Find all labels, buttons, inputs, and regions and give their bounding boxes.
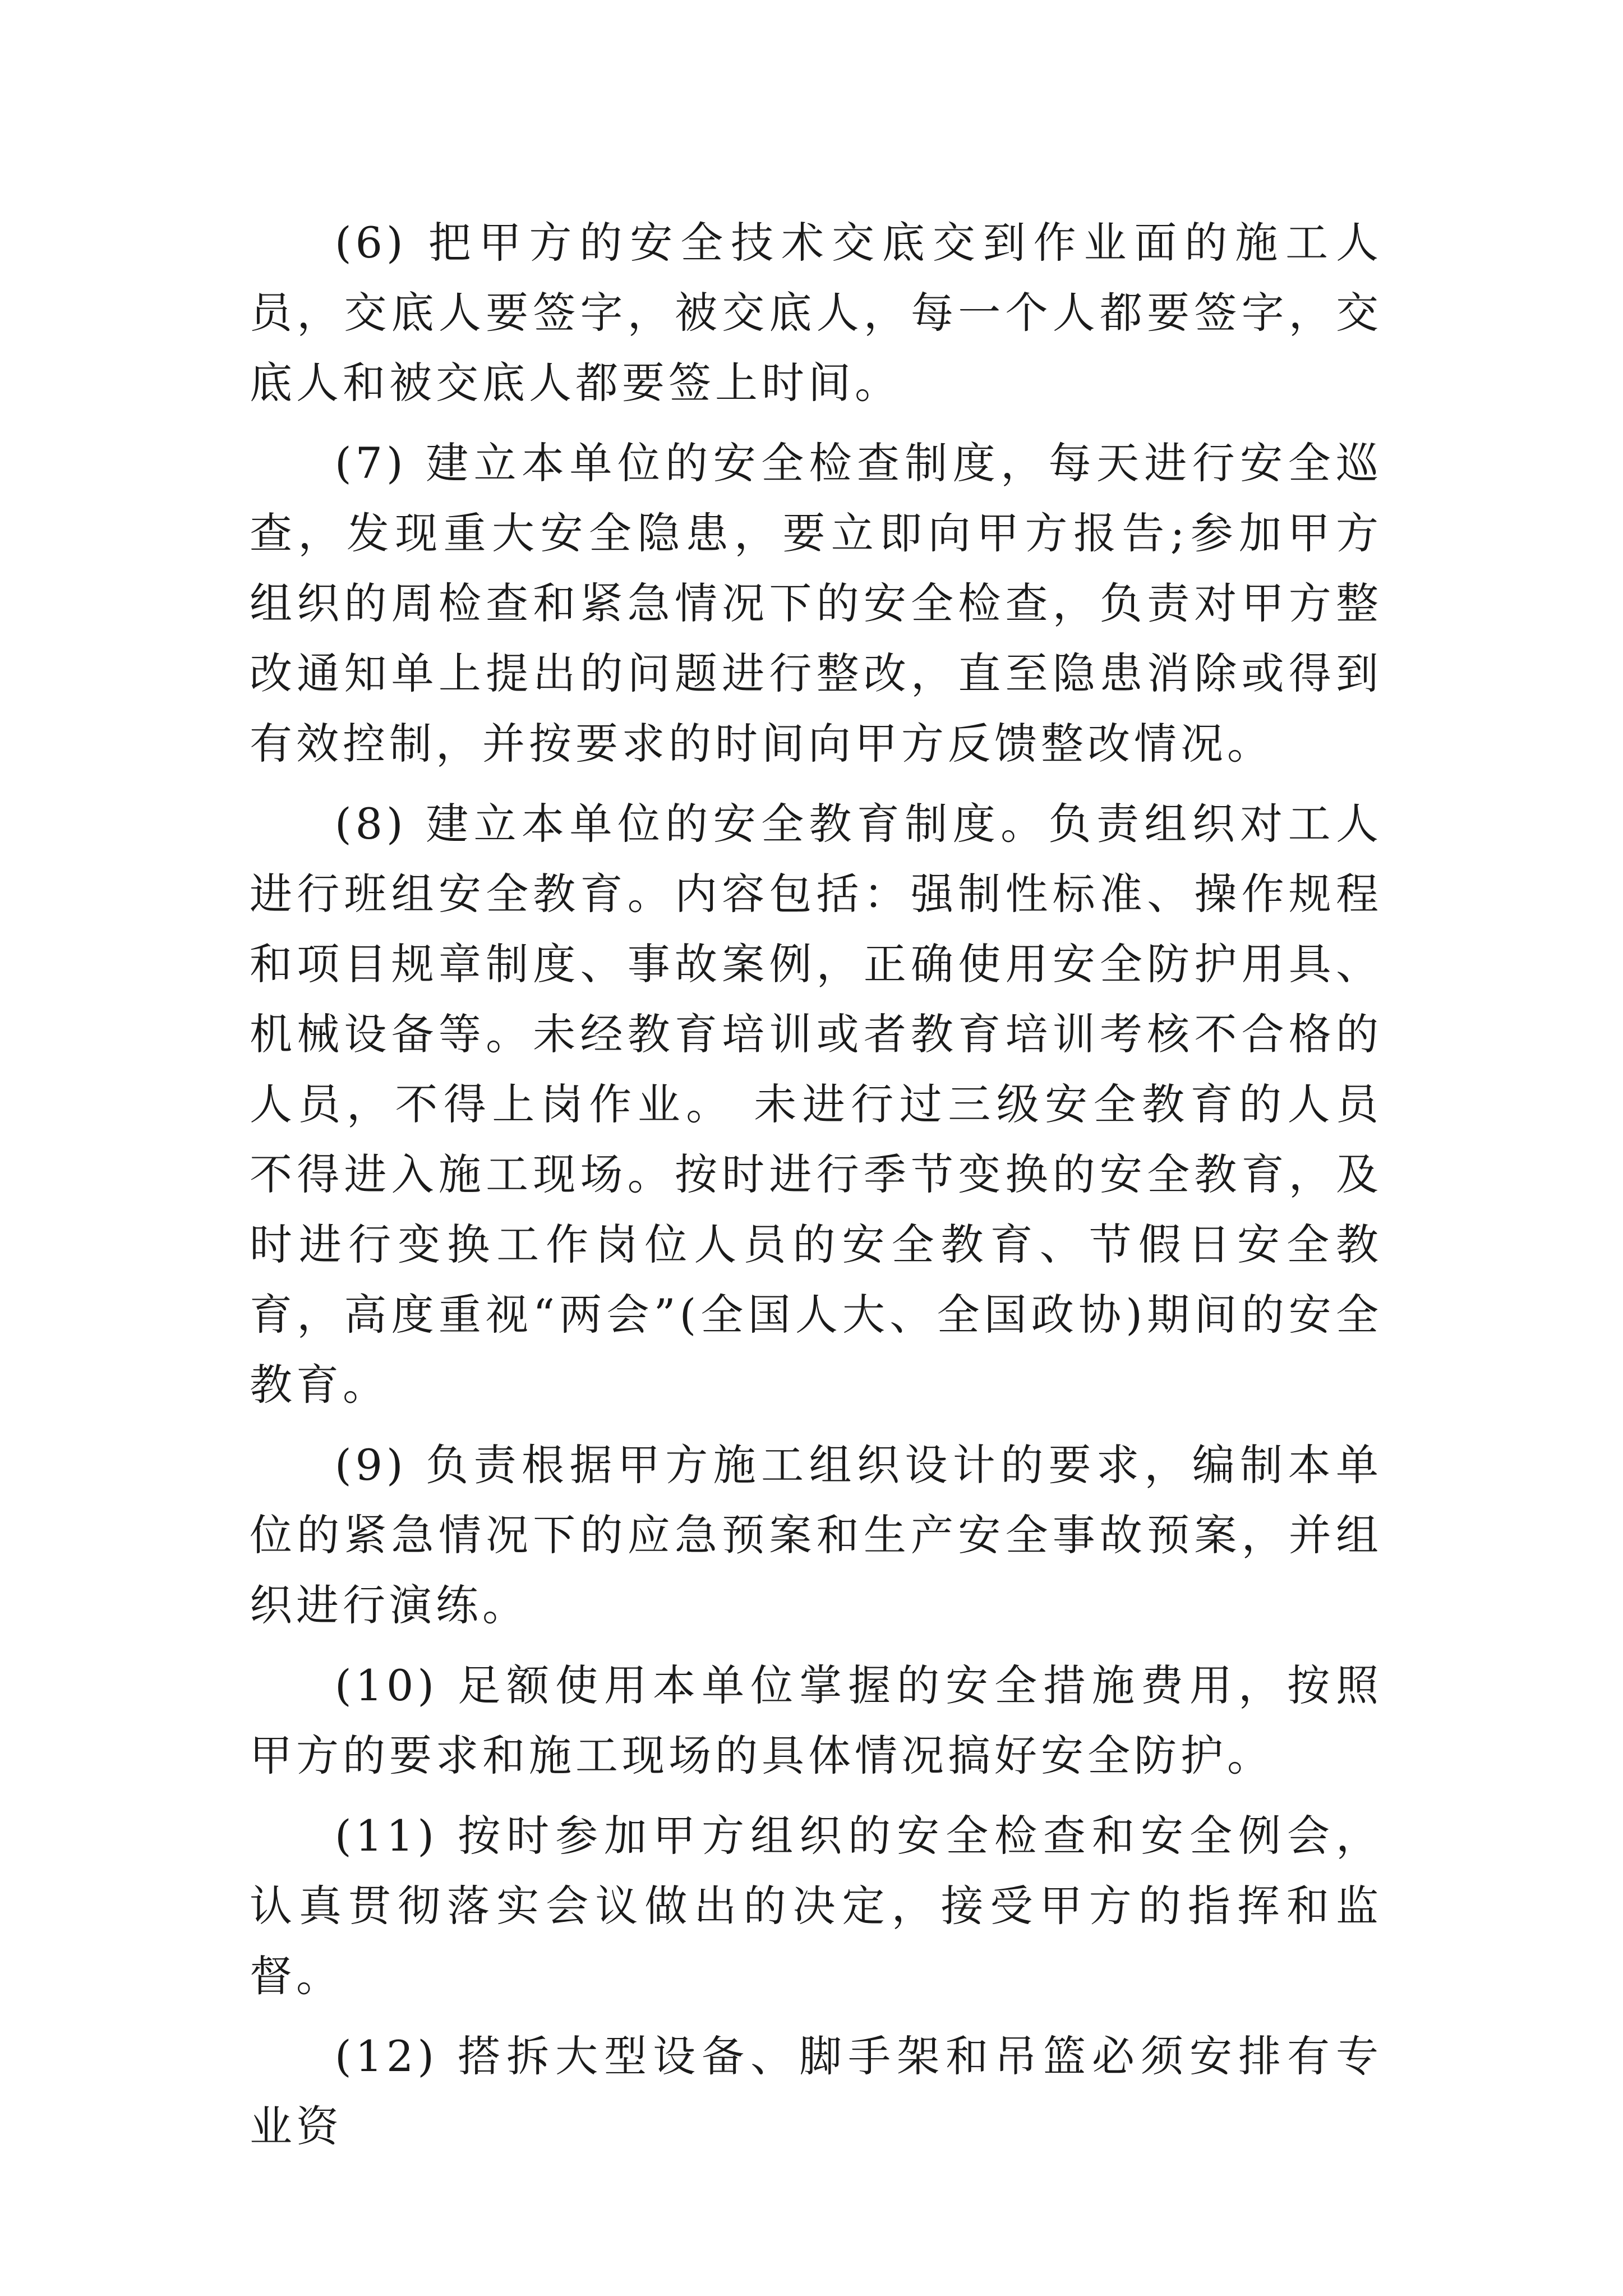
paragraph-item-10: (10) 足额使用本单位掌握的安全措施费用，按照甲方的要求和施工现场的具体情况搞好安全防护。 [250, 1660, 1382, 1780]
paragraph-item-9: (9) 负责根据甲方施工组织设计的要求，编制本单位的紧急情况下的应急预案和生产安全事故预案，并组织进行演练。 [250, 1440, 1382, 1630]
paragraph-item-12: (12) 搭拆大型设备、脚手架和吊篮必须安排有专业资 [250, 2031, 1382, 2151]
paragraph-item-6: (6) 把甲方的安全技术交底交到作业面的施工人员，交底人要签字，被交底人，每一个人都要签字，交底人和被交底人都要签上时间。 [250, 218, 1382, 408]
paragraph-item-7: (7) 建立本单位的安全检查制度，每天进行安全巡查，发现重大安全隐患，要立即向甲方报告;参加甲方组织的周检查和紧急情况下的安全检查，负责对甲方整改通知单上提出的问题进行整改，直至隐患消除或得到有效控制，并按要求的时间向甲方反馈整改情况。 [250, 438, 1382, 769]
document-body [250, 208, 1382, 2171]
paragraph-item-8: (8) 建立本单位的安全教育制度。负责组织对工人进行班组安全教育。内容包括：强制性标准、操作规程和项目规章制度、事故案例，正确使用安全防护用具、机械设备等。未经教育培训或者教育培训考核不合格的人员，不得上岗作业。 未进行过三级安全教育的人员不得进入施工现场。按时进行季节变换的安全教育，及时进行变换工作岗位人员的安全教育、节假日安全教育，高度重视“两会”(全国人大、全国政协)期间的安全教育。 [250, 799, 1382, 1410]
paragraph-item-11: (11) 按时参加甲方组织的安全检查和安全例会，认真贯彻落实会议做出的决定，接受甲方的指挥和监督。 [250, 1811, 1382, 2001]
